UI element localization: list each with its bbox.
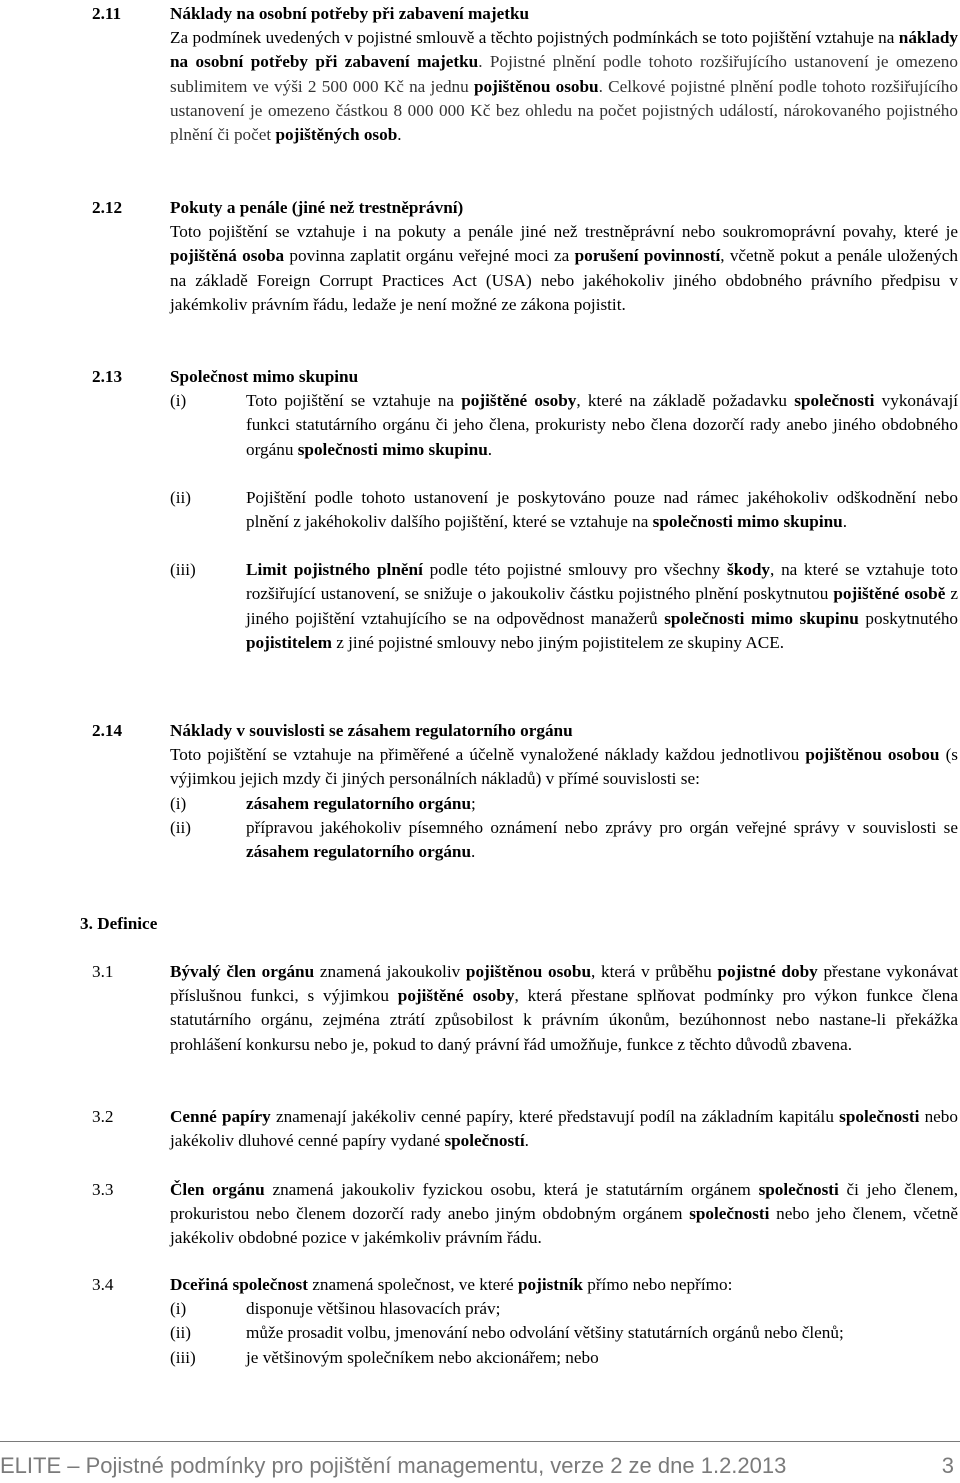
list-item: (i) disponuje většinou hlasovacích práv; [170,1299,501,1319]
section-number: 2.12 [92,198,123,217]
list-item: (iii) Limit pojistného plnění podle této pojistné smlouvy pro všechny škody, na které se vztahuje toto rozšiřující ustanovení, se snižuje o jakoukoliv částku pojistného plnění poskytnutou pojištěné osobě z jiného pojištění vztahujícího se na odpovědnost manažerů společnosti mimo skupinu poskytnutého pojistitelem z jiné pojistné smlouvy nebo jiným pojistitelem ze skupiny ACE. [170,560,959,652]
section-number: 2.11 [92,4,122,23]
section-number: 2.14 [92,721,123,740]
footer-divider [0,1441,960,1442]
definition-text: Cenné papíry znamenají jakékoliv cenné papíry, které představují podíl na základním kapitálu společnosti nebo jakékoliv dluhové cenné papíry vydané společností. [170,1107,958,1151]
section-number: 3.4 [92,1275,114,1294]
section-text: Toto pojištění se vztahuje na přiměřené a účelně vynaložené náklady každou jednotlivou pojištěnou osobou (s výjimkou jejich mzdy či jiných personálních nákladů) v přímé souvislosti se: [170,745,958,789]
list-item: (iii) je většinovým společníkem nebo akcionářem; nebo [170,1347,599,1367]
section-text: Toto pojištění se vztahuje i na pokuty a penále jiné než trestněprávní nebo soukromoprávní povahy, které je pojištěná osoba povinna zaplatit orgánu veřejné moci za porušení povinností, včetně pokut a penále uložených na základě Foreign Corrupt Practices Act (USA) nebo jakéhokoliv jiného obdobného právního předpisu v jakémkoliv právním řádu, ledaže je není možné ze zákona pojistit. [170,222,958,314]
section-number: 2.13 [92,367,123,386]
list-item: (i) Toto pojištění se vztahuje na pojištěné osoby, které na základě požadavku společnosti vykonávají funkci statutárního orgánu či jeho člena, prokuristy nebo člena dozorčí rady anebo jiného obdobného orgánu společnosti mimo skupinu. [170,391,958,459]
definition-text: Člen orgánu znamená jakoukoliv fyzickou osobu, která je statutárním orgánem společnosti či jeho členem, prokuristou nebo členem dozorčí rady anebo jiným obdobným orgánem společnosti nebo jeho členem, včetně jakékoliv obdobné pozice v jakémkoliv právním řádu. [170,1180,958,1248]
page-number: 3 [941,1453,954,1478]
section-number: 3.3 [92,1180,114,1199]
section-title: Náklady v souvislosti se zásahem regulatorního orgánu [170,721,573,740]
definition-text: Bývalý člen orgánu znamená jakoukoliv pojištěnou osobu, která v průběhu pojistné doby přestane vykonávat příslušnou funkci, s výjimkou pojištěné osoby, která přestane splňovat podmínky pro výkon funkce člena statutárního orgánu, zejména ztrátí způsobilost k právním úkonům, bezúhonnost nebo nastane-li překážka prohlášení konkursu nebo je, pokud to daný právní řád umožňuje, funkce z těchto důvodů zbavena. [170,962,959,1054]
section-text: Za podmínek uvedených v pojistné smlouvě a těchto pojistných podmínkách se toto pojištění vztahuje na náklady na osobní potřeby při zabavení majetku. Pojistné plnění podle tohoto rozšiřujícího ustanovení je omezeno sublimitem ve výši 2 500 000 Kč na jednu pojištěnou osobu. Celkové pojistné plnění podle tohoto rozšiřujícího ustanovení je omezeno částkou 8 000 000 Kč bez ohledu na počet pojistných událostí, nárokovaného pojistného plnění či počet pojištěných osob. [170,28,958,145]
footer-text: ELITE – Pojistné podmínky pro pojištění managementu, verze 2 ze dne 1.2.2013 [0,1453,787,1478]
list-item: (ii) Pojištění podle tohoto ustanovení je poskytováno pouze nad rámec jakéhokoliv odškodnění nebo plnění z jakéhokoliv dalšího pojištění, které se vztahuje na společnosti mimo skupinu. [170,487,958,532]
definition-text: Dceřiná společnost znamená společnost, ve které pojistník přímo nebo nepřímo: [170,1275,733,1294]
list-item: (i) zásahem regulatorního orgánu; [170,793,476,813]
section-title: Náklady na osobní potřeby při zabavení majetku [170,4,530,23]
section-title: Pokuty a penále (jiné než trestněprávní) [170,198,464,217]
section-number: 3.1 [92,962,114,981]
chapter-heading: 3. Definice [80,914,158,933]
list-item: (ii) může prosadit volbu, jmenování nebo odvolání většiny statutárních orgánů nebo členů; [170,1323,844,1343]
section-number: 3.2 [92,1107,114,1126]
section-title: Společnost mimo skupinu [170,367,359,386]
page-footer [0,1453,960,1483]
list-item: (ii) přípravou jakéhokoliv písemného oznámení nebo zprávy pro orgán veřejné správy v souvislosti se zásahem regulatorního orgánu. [170,817,958,862]
